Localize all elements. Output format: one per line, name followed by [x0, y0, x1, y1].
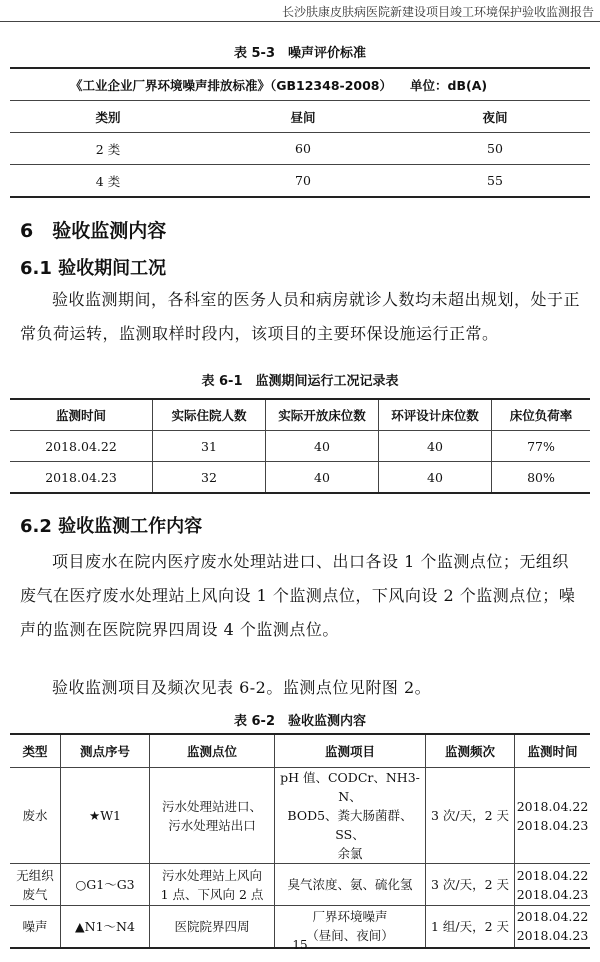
- column-header: 监测点位: [150, 734, 275, 768]
- monitoring-content-table: [10, 733, 590, 949]
- table-cell: 55: [400, 165, 590, 198]
- table-cell: 2 类: [10, 133, 206, 165]
- table-cell: 40: [379, 431, 492, 462]
- section-6-2-paragraph-2: 验收监测项目及频次见表 6-2。监测点位见附图 2。: [52, 678, 432, 697]
- cell-line: 2018.04.23: [516, 886, 589, 902]
- column-header: 实际住院人数: [153, 399, 266, 431]
- cell-line: 2018.04.22: [516, 798, 589, 814]
- column-header: 夜间: [400, 101, 590, 133]
- section-6-1-heading: 6.1 验收期间工况: [20, 258, 167, 279]
- table-cell: [150, 864, 275, 906]
- table-6-1-caption: 表 6-1 监测期间运行工况记录表: [201, 374, 399, 389]
- table-cell: [150, 768, 275, 864]
- table-6-2-caption: 表 6-2 验收监测内容: [233, 714, 366, 729]
- table-cell: 80%: [492, 462, 591, 494]
- table-cell: 2018.04.22: [10, 431, 153, 462]
- table-cell: 60: [206, 133, 400, 165]
- table-cell: 70: [206, 165, 400, 198]
- table-cell: ▲N1～N4: [61, 906, 150, 948]
- table-row: [10, 133, 590, 165]
- unit-note: 单位：dB(A): [410, 77, 488, 93]
- cell-line: 2018.04.23: [516, 928, 589, 944]
- cell-line: 厂界环境噪声: [312, 909, 388, 925]
- table-cell: 3 次/天，2 天: [426, 768, 515, 864]
- column-header: 床位负荷率: [492, 399, 591, 431]
- table-cell: 31: [153, 431, 266, 462]
- cell-line: 余氯: [337, 846, 363, 861]
- table-cell: ○G1～G3: [61, 864, 150, 906]
- table-cell: [515, 768, 591, 864]
- section-6-1-paragraph: 验收监测期间，各科室的医务人员和病房就诊人数均未超出规划，处于正常负荷运转，监测取样时段内，该项目的主要环保设施运行正常。: [20, 290, 581, 343]
- column-header: 类型: [10, 734, 61, 768]
- table-cell: 医院院界四周: [150, 906, 275, 948]
- table-cell: 3 次/天，2 天: [426, 864, 515, 906]
- column-header: 监测频次: [426, 734, 515, 768]
- table-cell: [275, 768, 426, 864]
- table-cell: 77%: [492, 431, 591, 462]
- cell-line: 2018.04.22: [516, 909, 589, 925]
- table-cell: 噪声: [10, 906, 61, 948]
- table-cell: [10, 864, 61, 906]
- table-cell: 32: [153, 462, 266, 494]
- cell-line: 污水处理站上风向: [161, 867, 262, 883]
- table-cell: 臭气浓度、氨、硫化氢: [275, 864, 426, 906]
- page-number: 15: [292, 938, 308, 952]
- section-6-2-heading: 6.2 验收监测工作内容: [20, 516, 203, 537]
- operating-condition-table: [10, 398, 590, 494]
- cell-line: （昼间、夜间）: [306, 928, 394, 944]
- cell-line: pH 值、CODCr、NH3-N、: [280, 770, 420, 804]
- column-header: 环评设计床位数: [379, 399, 492, 431]
- column-header: 昼间: [206, 101, 400, 133]
- cell-line: 1 点、下风向 2 点: [160, 886, 264, 902]
- column-header: 测点序号: [61, 734, 150, 768]
- table-cell: 废水: [10, 768, 61, 864]
- column-header: 监测时间: [10, 399, 153, 431]
- cell-line: 废气: [22, 886, 48, 902]
- report-header: 长沙肤康皮肤病医院新建设项目竣工环境保护验收监测报告: [281, 5, 594, 19]
- cell-line: 污水处理站进口、: [161, 798, 262, 814]
- section-6-2-paragraph: 项目废水在院内医疗废水处理站进口、出口各设 1 个监测点位；无组织废气在医疗废水处理站上风向设 1 个监测点位，下风向设 2 个监测点位；噪声的监测在医院院界四周设 4 个监测点位。: [20, 552, 576, 639]
- standard-note: 《工业企业厂界环境噪声排放标准》（GB12348-2008）: [70, 77, 393, 93]
- column-header: 监测项目: [275, 734, 426, 768]
- table-cell: 40: [266, 462, 379, 494]
- cell-line: 污水处理站出口: [168, 817, 256, 833]
- table-5-3-caption: 表 5-3 噪声评价标准: [233, 46, 366, 61]
- table-row: [10, 462, 590, 494]
- table-cell: 4 类: [10, 165, 206, 198]
- column-header: 类别: [10, 101, 206, 133]
- noise-standard-table: [10, 67, 590, 198]
- cell-line: BOD5、粪大肠菌群、SS、: [287, 808, 413, 842]
- table-cell: 40: [266, 431, 379, 462]
- column-header: 实际开放床位数: [266, 399, 379, 431]
- table-row: [10, 864, 590, 906]
- header-rule: [0, 21, 600, 22]
- section-6-heading: 6 验收监测内容: [20, 220, 167, 242]
- column-header: 监测时间: [515, 734, 591, 768]
- table-cell: 40: [379, 462, 492, 494]
- table-row: [10, 165, 590, 198]
- table-cell: [515, 864, 591, 906]
- table-row: [10, 431, 590, 462]
- table-cell: 50: [400, 133, 590, 165]
- cell-line: 2018.04.23: [516, 817, 589, 833]
- table-cell: ★W1: [61, 768, 150, 864]
- table-cell: 2018.04.23: [10, 462, 153, 494]
- cell-line: 无组织: [16, 867, 54, 883]
- table-cell: 1 组/天，2 天: [426, 906, 515, 948]
- cell-line: 2018.04.22: [516, 867, 589, 883]
- table-row: [10, 768, 590, 864]
